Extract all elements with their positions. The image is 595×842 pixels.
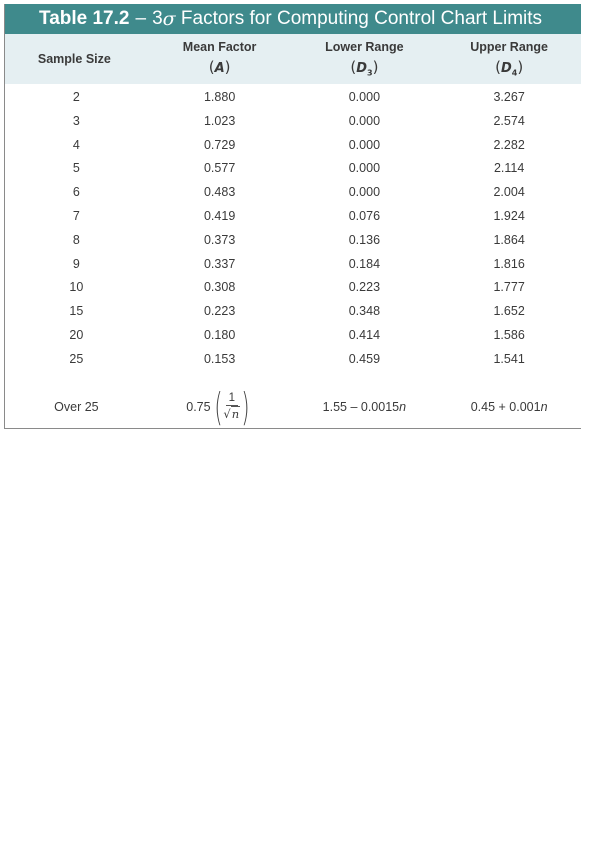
cell-lower-range: 0.459 bbox=[348, 351, 381, 366]
cell-upper-range: 1.816 bbox=[493, 256, 525, 271]
paren-close: ) bbox=[224, 58, 231, 76]
radical-sign: √ bbox=[223, 407, 231, 422]
cell-upper-range: 1.541 bbox=[493, 351, 525, 366]
cell-mean-factor: 0.729 bbox=[203, 137, 236, 152]
big-paren-close: ) bbox=[241, 384, 250, 429]
title-sigma: σ bbox=[162, 8, 176, 30]
table-row bbox=[5, 300, 581, 324]
header-sample-size bbox=[5, 34, 148, 84]
header-sample-size-label: Sample Size bbox=[37, 52, 111, 66]
cell-sample-size: 5 bbox=[72, 161, 80, 176]
formula-coefficient: 0.75 bbox=[186, 399, 211, 414]
table-title bbox=[5, 4, 581, 34]
table-row bbox=[5, 276, 581, 300]
cell-lower-range: 0.414 bbox=[348, 327, 381, 342]
cell-mean-factor: 0.337 bbox=[203, 256, 236, 271]
cell-mean-factor: 0.419 bbox=[203, 208, 236, 223]
cell-sample-size: 4 bbox=[72, 137, 80, 152]
header-mean-factor bbox=[148, 34, 292, 84]
cell-upper-range: 1.924 bbox=[493, 208, 525, 223]
table-row bbox=[5, 253, 581, 277]
cell-mean-factor: 1.023 bbox=[203, 113, 236, 128]
symbol-a: A bbox=[214, 61, 225, 76]
cell-mean-factor: 0.373 bbox=[203, 232, 236, 247]
fraction-denominator bbox=[223, 406, 240, 421]
cell-sample-size: 3 bbox=[72, 113, 80, 128]
paren-close: ) bbox=[372, 58, 379, 76]
cell-sample-size: 6 bbox=[72, 185, 80, 200]
upper-formula-text: 0.45 + 0.001 bbox=[470, 399, 541, 414]
table-row bbox=[5, 110, 581, 134]
title-prefix: 3 bbox=[152, 8, 163, 29]
cell-over-25-label: Over 25 bbox=[54, 399, 99, 414]
cell-sample-size: 20 bbox=[69, 327, 84, 342]
table-row bbox=[5, 348, 581, 372]
cell-sample-size: 7 bbox=[72, 208, 80, 223]
cell-upper-range: 2.574 bbox=[493, 113, 525, 128]
paren-close: ) bbox=[517, 58, 524, 76]
cell-lower-range: 0.184 bbox=[348, 256, 381, 271]
cell-upper-range: 2.282 bbox=[493, 137, 525, 152]
cell-lower-range: 0.000 bbox=[348, 90, 381, 104]
cell-upper-range: 2.114 bbox=[493, 161, 525, 176]
table-number: Table 17.2 bbox=[39, 8, 130, 29]
cell-mean-factor: 0.153 bbox=[203, 351, 236, 366]
cell-over-25-mean-formula bbox=[148, 384, 292, 429]
cell-mean-factor: 0.483 bbox=[203, 185, 236, 200]
header-lower-range bbox=[292, 34, 438, 84]
table-row bbox=[5, 134, 581, 158]
lower-formula-var: n bbox=[399, 399, 407, 414]
header-upper-symbol bbox=[437, 58, 581, 78]
big-paren-open: ( bbox=[213, 384, 223, 429]
cell-upper-range: 1.652 bbox=[493, 304, 525, 319]
cell-lower-range: 0.000 bbox=[348, 113, 381, 128]
table-header-row bbox=[5, 34, 581, 84]
cell-mean-factor: 0.577 bbox=[203, 161, 236, 176]
cell-mean-factor: 0.180 bbox=[203, 327, 236, 342]
fraction bbox=[223, 392, 240, 421]
paren-open: ( bbox=[208, 58, 215, 76]
cell-mean-factor: 0.223 bbox=[203, 304, 236, 319]
fraction-numerator: 1 bbox=[226, 392, 238, 406]
cell-lower-range: 0.000 bbox=[348, 161, 381, 176]
cell-lower-range: 0.348 bbox=[348, 304, 381, 319]
cell-upper-range: 1.586 bbox=[493, 327, 525, 342]
cell-sample-size: 15 bbox=[69, 304, 84, 319]
symbol-d: D bbox=[500, 61, 512, 76]
cell-upper-range: 1.777 bbox=[493, 280, 525, 295]
mean-formula bbox=[186, 384, 253, 429]
header-lower-range-label: Lower Range bbox=[325, 40, 404, 54]
cell-lower-range: 0.000 bbox=[348, 185, 381, 200]
table-body bbox=[5, 84, 581, 436]
symbol-sub-4: 4 bbox=[511, 68, 518, 78]
paren-open: ( bbox=[495, 58, 501, 76]
title-separator: – bbox=[135, 8, 147, 29]
lower-formula-text: 1.55 – 0.0015 bbox=[322, 399, 400, 414]
cell-sample-size: 8 bbox=[72, 232, 80, 247]
cell-sample-size: 2 bbox=[72, 90, 80, 104]
header-upper-range-label: Upper Range bbox=[470, 40, 549, 54]
header-upper-range bbox=[437, 34, 581, 84]
header-mean-symbol bbox=[148, 58, 292, 76]
cell-lower-range: 0.000 bbox=[348, 137, 381, 152]
header-lower-symbol bbox=[292, 58, 438, 78]
cell-over-25-upper-formula bbox=[437, 400, 581, 414]
table-row bbox=[5, 181, 581, 205]
table-row bbox=[5, 229, 581, 253]
cell-upper-range: 2.004 bbox=[493, 185, 525, 200]
table-row bbox=[5, 86, 581, 110]
symbol-sub-3: 3 bbox=[366, 68, 373, 78]
cell-over-25-lower-formula bbox=[292, 400, 438, 414]
cell-mean-factor: 1.880 bbox=[203, 90, 236, 104]
title-text: Factors for Computing Control Chart Limits bbox=[180, 8, 543, 29]
paren-open: ( bbox=[350, 58, 357, 76]
table-row bbox=[5, 205, 581, 229]
cell-upper-range: 3.267 bbox=[493, 90, 525, 104]
cell-upper-range: 1.864 bbox=[493, 232, 525, 247]
header-mean-factor-label: Mean Factor bbox=[182, 40, 257, 54]
upper-formula-var: n bbox=[540, 399, 548, 414]
cell-lower-range: 0.076 bbox=[348, 208, 381, 223]
cell-sample-size: 25 bbox=[69, 351, 84, 366]
symbol-d: D bbox=[356, 61, 367, 76]
cell-mean-factor: 0.308 bbox=[203, 280, 236, 295]
radical-argument: n bbox=[231, 407, 240, 422]
table-row-over-25 bbox=[5, 378, 581, 436]
cell-sample-size: 10 bbox=[69, 280, 84, 295]
factors-table bbox=[4, 4, 581, 429]
cell-lower-range: 0.223 bbox=[348, 280, 381, 295]
cell-sample-size: 9 bbox=[72, 256, 80, 271]
cell-lower-range: 0.136 bbox=[348, 232, 381, 247]
table-row bbox=[5, 324, 581, 348]
table-row bbox=[5, 157, 581, 181]
